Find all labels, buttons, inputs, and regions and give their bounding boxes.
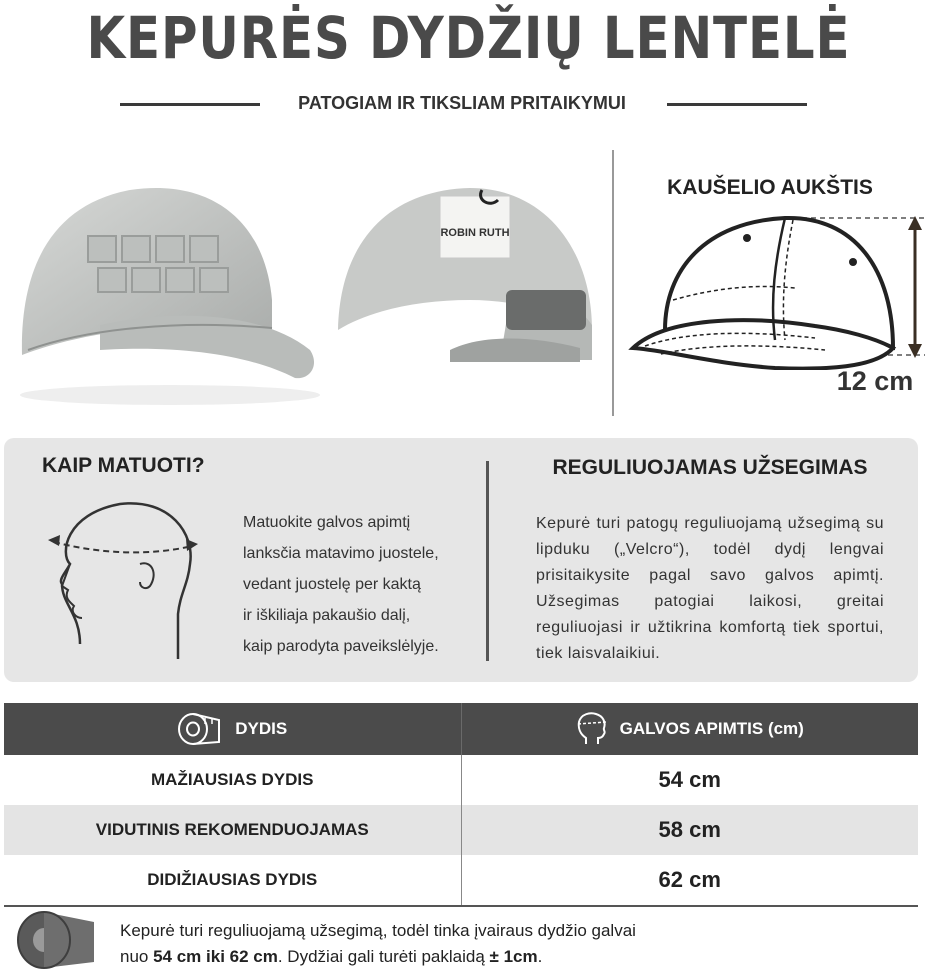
head-profile-icon	[576, 712, 608, 746]
header-size-label: DYDIS	[235, 719, 288, 738]
note-line-1: Kepurė turi reguliuojamą užsegimą, todėl tinka įvairaus dydžio galvai	[120, 921, 636, 940]
panel-divider	[486, 461, 489, 661]
table-header	[4, 703, 918, 755]
header-size	[4, 703, 461, 755]
note-text: . Dydžiai gali turėti paklaidą	[277, 947, 490, 966]
measure-line: vedant juostelę per kaktą	[243, 576, 421, 593]
measure-line: kaip parodyta paveikslėlyje.	[243, 638, 439, 655]
measure-line: ir iškiliaja pakaušio dalį,	[243, 607, 411, 624]
tag-brand: ROBIN RUTH	[440, 227, 510, 239]
strap-description: Kepurė turi patogų reguliuojamą užsegimą su lipduku („Velcro“), todėl dydį lengvai prisitaikysite pagal savo galvos apimtį. Užsegimas patogiai laikosi, greitai reguliuojasi ir užtikrina komfortą tiek sportui, tiek laisvalaikiui.	[536, 515, 884, 662]
table-row	[4, 755, 918, 805]
strap-title: REGULIUOJAMAS UŽSEGIMAS	[552, 456, 868, 479]
note-line-2	[120, 944, 820, 970]
note-text: nuo	[120, 947, 154, 966]
measure-line: Matuokite galvos apimtį	[243, 514, 411, 531]
measure-line: lanksčia matavimo juostele,	[243, 545, 439, 562]
head-measuring-illustration	[40, 494, 210, 669]
header-circumference-label: GALVOS APIMTIS (cm)	[619, 719, 804, 738]
table-bottom-rule	[4, 905, 918, 907]
circumference-value: 58 cm	[461, 805, 919, 855]
page-subtitle: PATOGIAM IR TIKSLIAM PRITAIKYMUI	[298, 93, 626, 113]
subtitle-rule-right	[667, 103, 807, 106]
size-label: DIDIŽIAUSIAS DYDIS	[147, 870, 318, 889]
size-label: MAŽIAUSIAS DYDIS	[151, 770, 314, 789]
footer-note	[120, 918, 820, 970]
cap-height-title: KAUŠELIO AUKŠTIS	[667, 176, 873, 199]
table-row	[4, 805, 918, 855]
cap-height-value: 12 cm	[836, 366, 914, 396]
header-circumference	[461, 703, 919, 755]
cap-outline-diagram	[625, 200, 935, 370]
cap-front-photo	[10, 150, 330, 410]
size-table	[4, 703, 918, 907]
tape-measure-icon	[177, 712, 223, 746]
tape-measure-icon	[14, 908, 96, 972]
page-title: KEPURĖS DYDŽIŲ LENTELĖ	[86, 4, 851, 72]
note-tolerance: ± 1cm	[489, 947, 538, 966]
top-divider	[612, 150, 614, 416]
cap-back-photo	[330, 160, 600, 390]
circumference-value: 54 cm	[461, 755, 919, 805]
subtitle-rule-left	[120, 103, 260, 106]
note-range: 54 cm iki 62 cm	[153, 947, 278, 966]
table-row	[4, 855, 918, 905]
measure-title: KAIP MATUOTI?	[42, 454, 205, 477]
measure-instructions	[243, 507, 463, 662]
note-text: .	[537, 947, 543, 966]
circumference-value: 62 cm	[461, 855, 919, 905]
size-label: VIDUTINIS REKOMENDUOJAMAS	[95, 820, 369, 839]
